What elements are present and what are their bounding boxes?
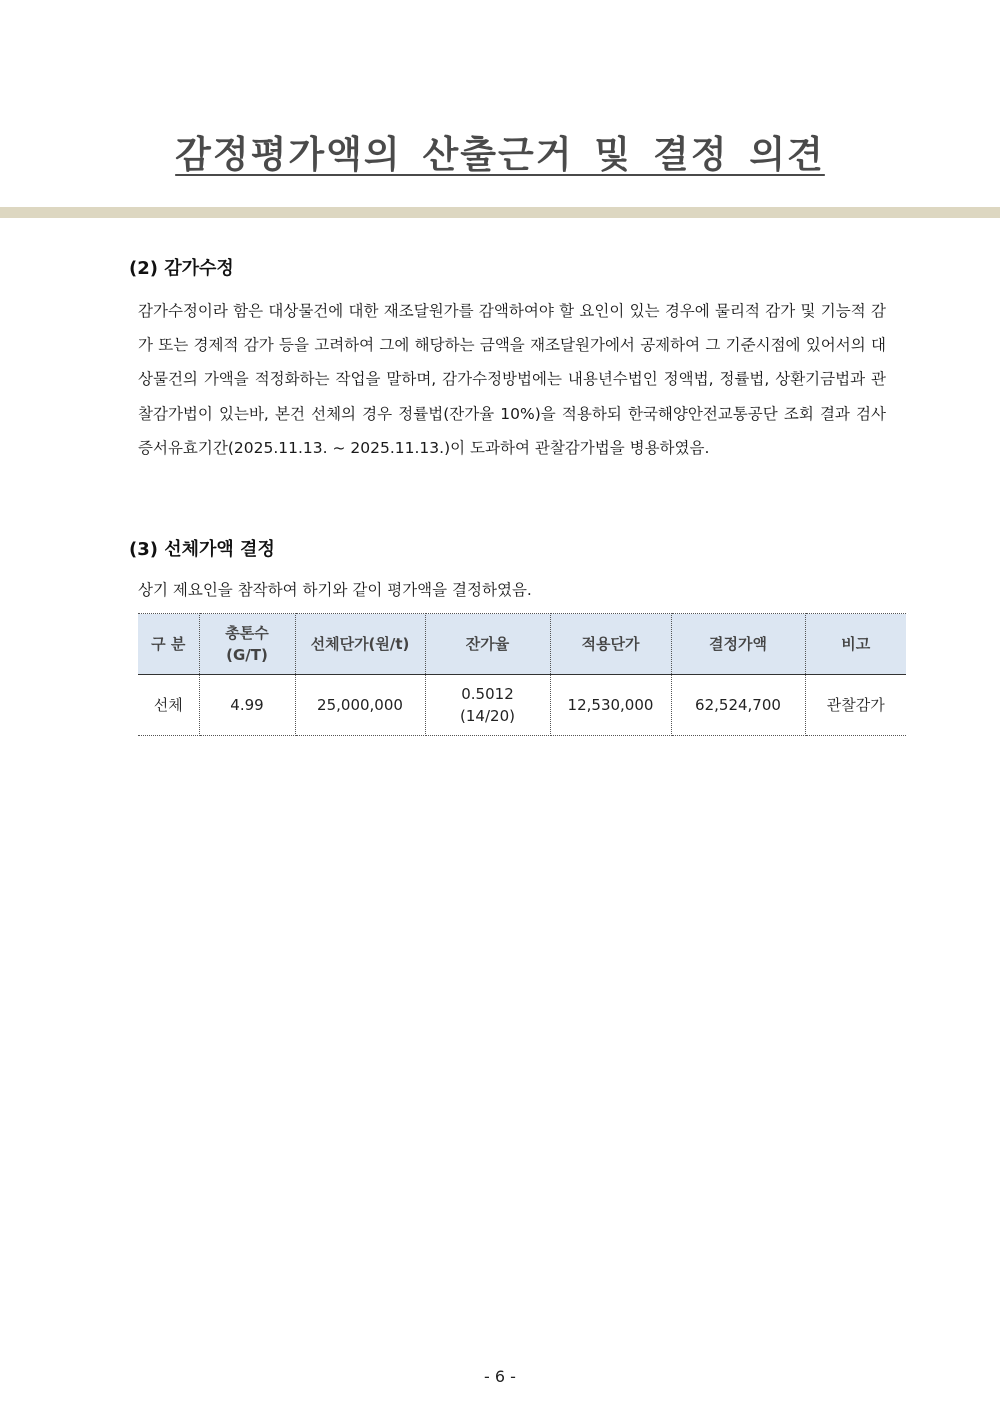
section-heading-depreciation: (2) 감가수정 (129, 258, 234, 279)
table-header-row (138, 614, 906, 675)
cell-residual-rate-value: 0.5012 (461, 685, 514, 703)
cell-residual-rate (425, 675, 550, 736)
header-tonnage-line1: 총톤수 (225, 624, 269, 642)
cell-category: 선체 (138, 675, 199, 736)
page-title-text: 감정평가액의 산출근거 및 결정 의견 (175, 133, 825, 176)
header-tonnage (199, 614, 295, 675)
cell-applied-unit-price: 12,530,000 (550, 675, 671, 736)
header-remarks: 비고 (805, 614, 906, 675)
header-tonnage-line2: (G/T) (226, 646, 268, 664)
header-residual-rate: 잔가율 (425, 614, 550, 675)
header-category: 구 분 (138, 614, 199, 675)
header-final-value: 결정가액 (671, 614, 805, 675)
cell-tonnage: 4.99 (199, 675, 295, 736)
cell-final-value: 62,524,700 (671, 675, 805, 736)
section-heading-hull-value: (3) 선체가액 결정 (129, 539, 275, 560)
hull-value-intro: 상기 제요인을 참작하여 하기와 같이 평가액을 결정하였음. (138, 581, 532, 599)
cell-residual-rate-fraction: (14/20) (460, 707, 515, 725)
cell-remarks: 관찰감가 (805, 675, 906, 736)
depreciation-paragraph: 감가수정이라 함은 대상물건에 대한 재조달원가를 감액하여야 할 요인이 있는 경우에 물리적 감가 및 기능적 감가 또는 경제적 감가 등을 고려하여 그에 해당하는 금액을 재조달원가에서 공제하여 그 기준시점에 있어서의 대상물건의 가액을 적정화하는 작업을 말하며, 감가수정방법에는 내용년수법인 정액법, 정률법, 상환기금법과 관찰감가법이 있는바, 본건 선체의 경우 정률법(잔가율 10%)을 적용하되 한국해양안전교통공단 조회 결과 검사증서유효기간(2025.11.13. ~ 2025.11.13.)이 도과하여 관찰감가법을 병용하였음. (138, 302, 886, 457)
table-row (138, 675, 906, 736)
title-divider-bar (0, 207, 1000, 218)
cell-unit-price: 25,000,000 (295, 675, 425, 736)
hull-valuation-table (138, 613, 906, 736)
page-title (0, 124, 1000, 178)
header-unit-price: 선체단가(원/t) (295, 614, 425, 675)
header-applied-unit-price: 적용단가 (550, 614, 671, 675)
page-number: - 6 - (484, 1367, 516, 1386)
